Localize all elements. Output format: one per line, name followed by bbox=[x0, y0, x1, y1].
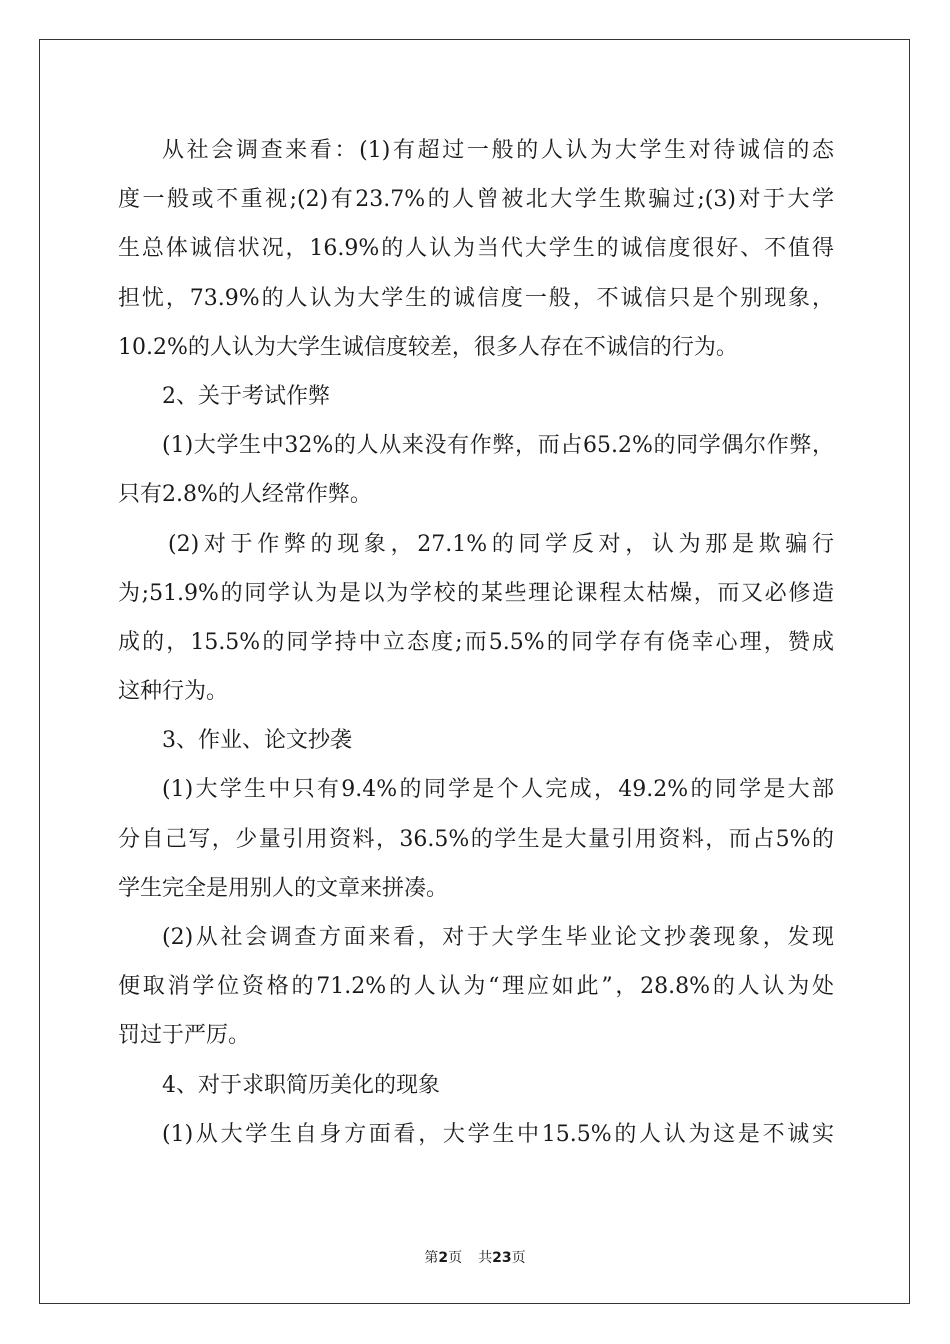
paragraph-line: (1)从大学生自身方面看，大学生中15.5%的人认为这是不诚实 bbox=[162, 1121, 834, 1147]
page-footer bbox=[0, 1247, 950, 1267]
paragraph-line: 这种行为。 bbox=[118, 679, 229, 705]
paragraph-line: 10.2%的人认为大学生诚信度较差，很多人存在不诚信的行为。 bbox=[118, 334, 738, 360]
paragraph-line: 学生完全是用别人的文章来拼凑。 bbox=[118, 875, 449, 901]
document-body bbox=[118, 126, 834, 1159]
total-unit: 页 bbox=[511, 1250, 526, 1266]
total-prefix: 共 bbox=[478, 1250, 493, 1266]
total-pages: 23 bbox=[492, 1250, 512, 1266]
paragraph-line: (1)大学生中只有9.4%的同学是个人完成，49.2%的同学是大部 bbox=[162, 777, 834, 803]
paragraph-line: 生总体诚信状况，16.9%的人认为当代大学生的诚信度很好、不值得 bbox=[118, 236, 834, 262]
section-heading: 4、对于求职简历美化的现象 bbox=[162, 1072, 440, 1098]
paragraph-line: 担忧，73.9%的人认为大学生的诚信度一般，不诚信只是个别现象， bbox=[118, 285, 834, 311]
paragraph-line: 度一般或不重视;(2)有23.7%的人曾被北大学生欺骗过;(3)对于大学 bbox=[118, 187, 834, 213]
paragraph-line: 只有2.8%的人经常作弊。 bbox=[118, 482, 372, 508]
paragraph-line: (2)对于作弊的现象，27.1%的同学反对，认为那是欺骗行 bbox=[168, 531, 834, 557]
page-prefix: 第 bbox=[424, 1250, 439, 1266]
page-number: 2 bbox=[438, 1250, 449, 1266]
paragraph-line: (1)大学生中32%的人从来没有作弊，而占65.2%的同学偶尔作弊， bbox=[162, 433, 834, 459]
paragraph-line: 从社会调查来看：(1)有超过一般的人认为大学生对待诚信的态 bbox=[162, 138, 834, 163]
paragraph-line: (2)从社会调查方面来看，对于大学生毕业论文抄袭现象，发现 bbox=[162, 925, 834, 950]
section-heading: 3、作业、论文抄袭 bbox=[162, 728, 352, 754]
section-heading: 2、关于考试作弊 bbox=[162, 383, 330, 409]
paragraph-line: 分自己写，少量引用资料，36.5%的学生是大量引用资料，而占5%的 bbox=[118, 826, 834, 852]
page-unit: 页 bbox=[448, 1250, 463, 1266]
paragraph-line: 成的，15.5%的同学持中立态度;而5.5%的同学存有侥幸心理，赞成 bbox=[118, 629, 834, 655]
paragraph-line: 便取消学位资格的71.2%的人认为“理应如此”，28.8%的人认为处 bbox=[118, 974, 834, 1000]
paragraph-line: 为;51.9%的同学认为是以为学校的某些理论课程太枯燥，而又必修造 bbox=[118, 580, 834, 606]
paragraph-line: 罚过于严厉。 bbox=[118, 1023, 251, 1049]
